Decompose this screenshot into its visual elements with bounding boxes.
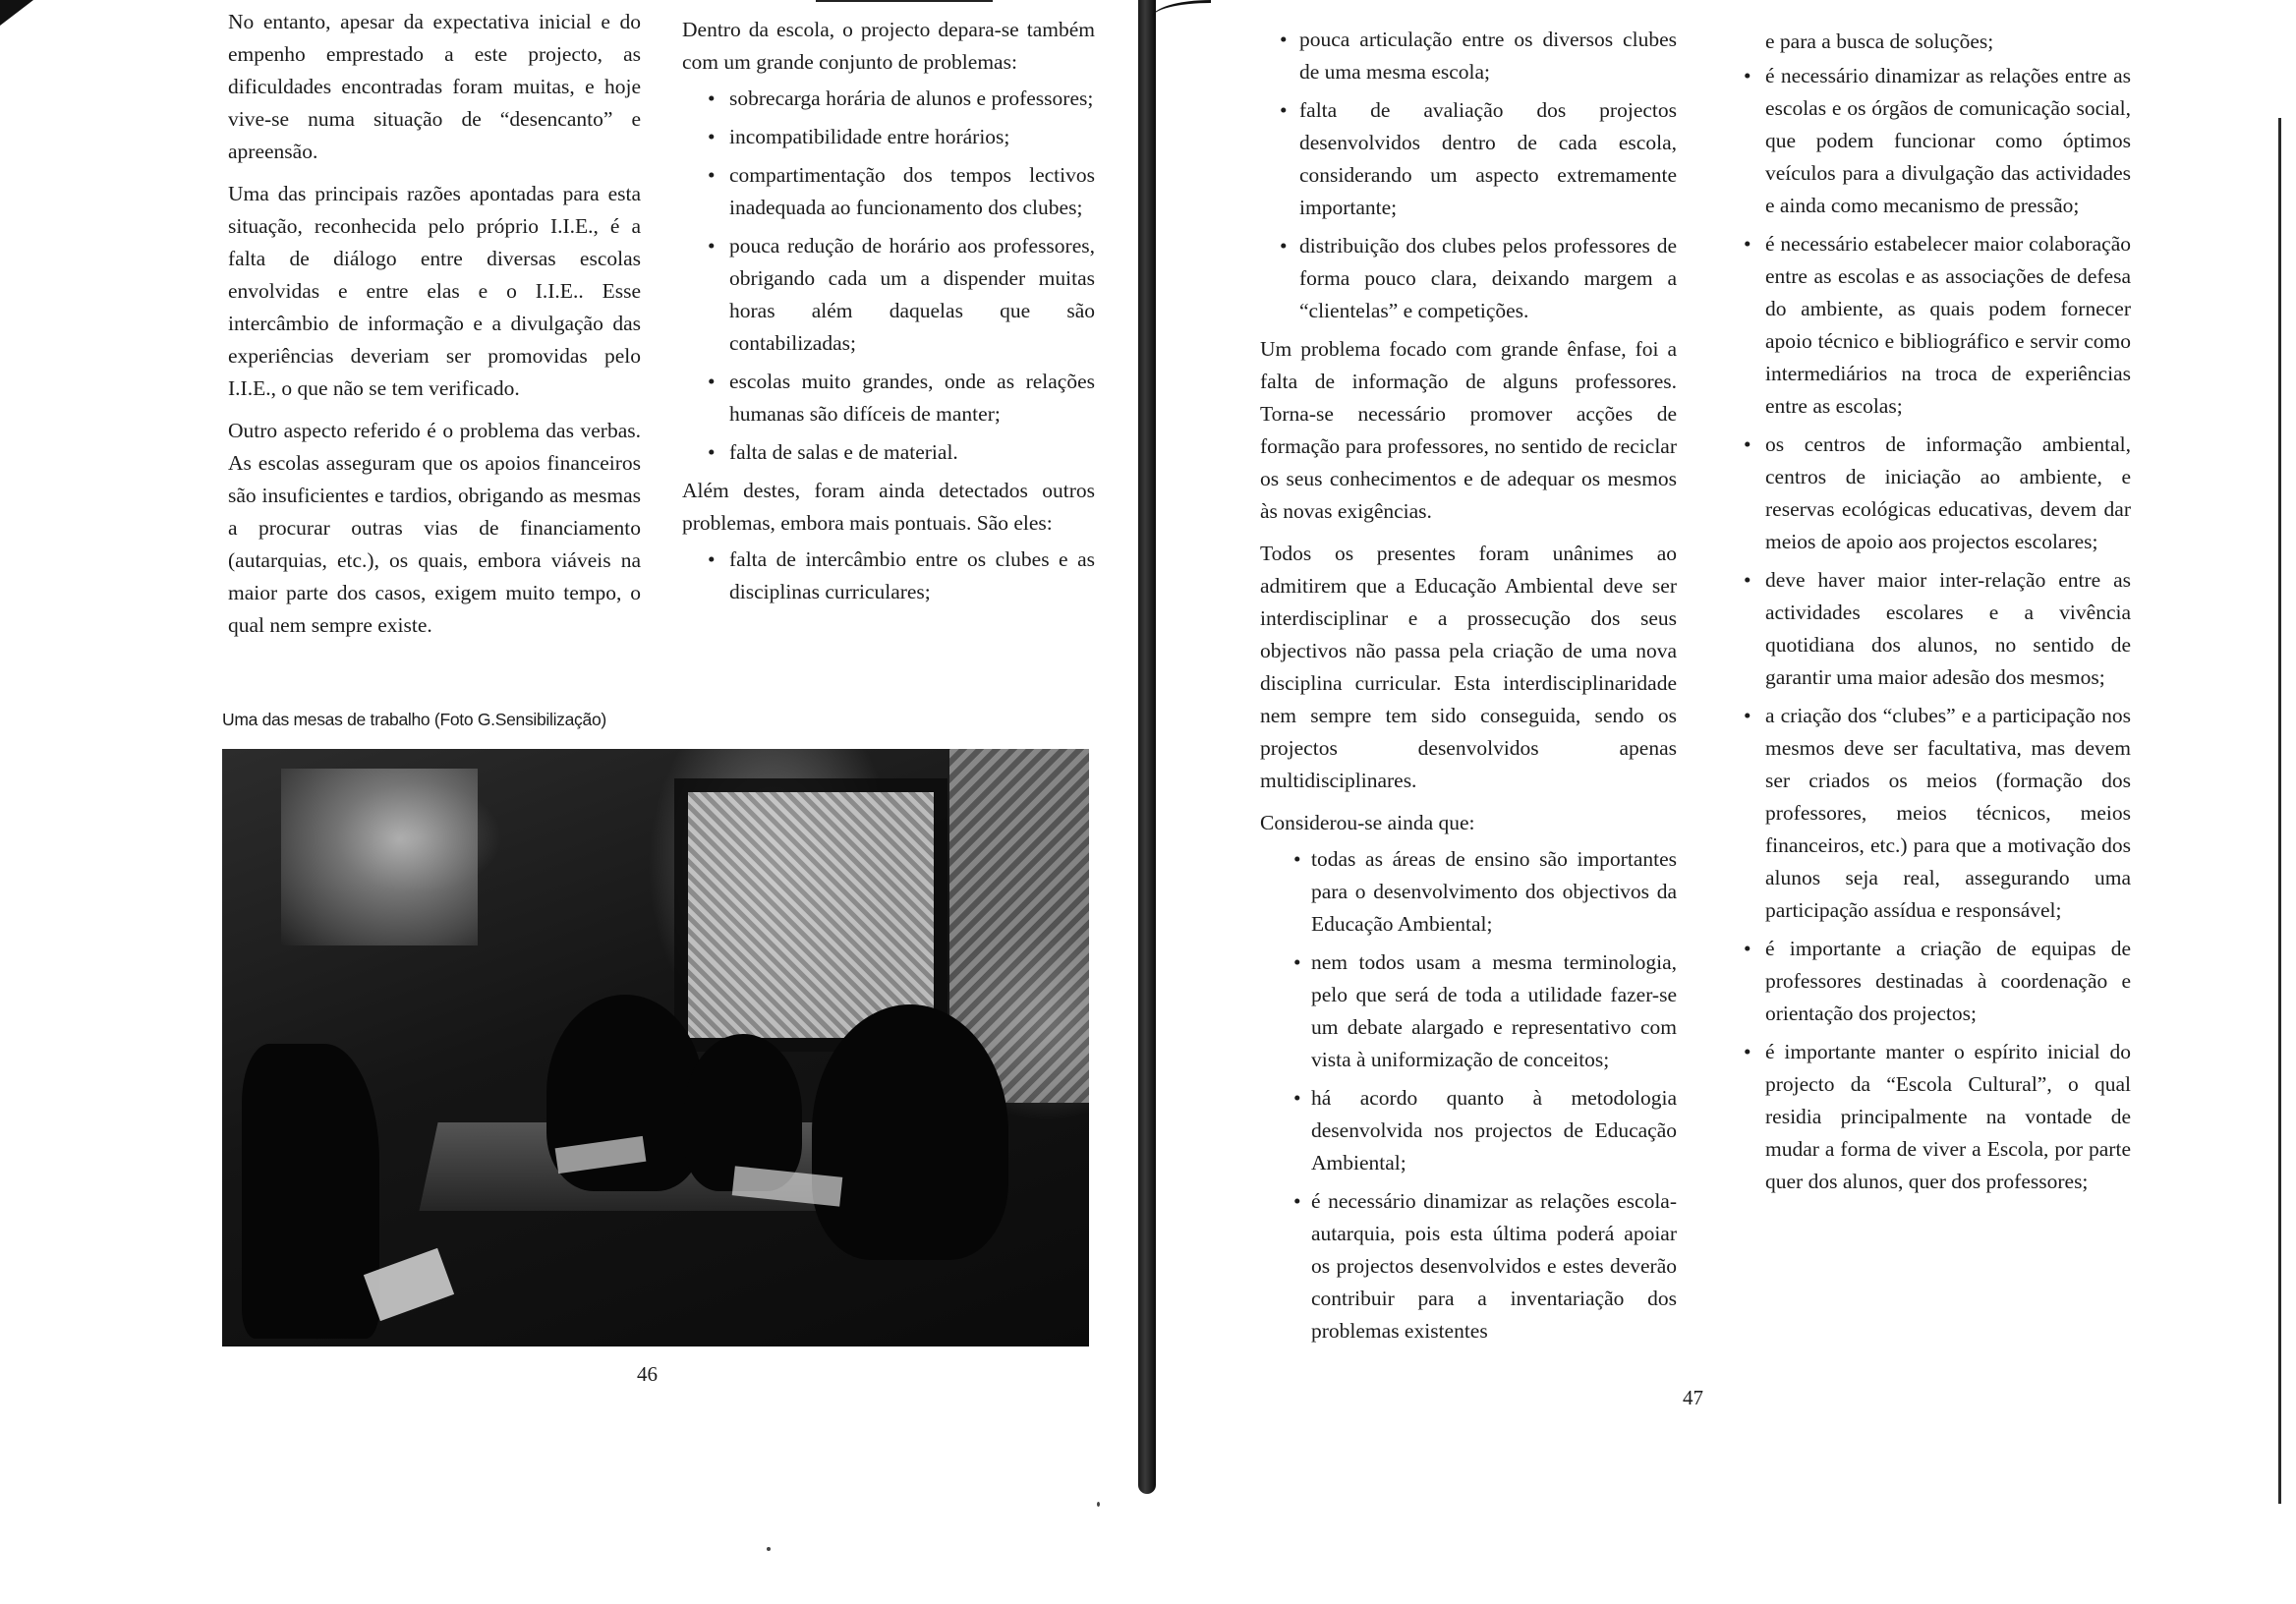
right-page-edge: [2278, 118, 2281, 1504]
page-curl: [1152, 0, 1211, 21]
list-item: • a criação dos “clubes” e a participação nos mesmos deve ser facultativa, mas devem ser criados os meios (formação dos professores, meios técnicos, meios financeiros, etc.) para que a motivação dos alunos seja real, assegurando uma participação assídua e responsável;: [1738, 700, 2131, 927]
list-item: • há acordo quanto à metodologia desenvolvida nos projectos de Educação Ambiental;: [1260, 1082, 1677, 1179]
list-item: • pouca articulação entre os diversos clubes de uma mesma escola;: [1260, 24, 1677, 88]
photo-meeting-table: [222, 749, 1089, 1346]
book-gutter: [1138, 0, 1156, 1494]
photo-caption: Uma das mesas de trabalho (Foto G.Sensibilização): [222, 710, 606, 729]
list-item: • é importante a criação de equipas de professores destinadas à coordenação e orientação dos projectos;: [1738, 933, 2131, 1030]
list-item: • é necessário dinamizar as relações entre as escolas e os órgãos de comunicação social, que podem funcionar como óptimos veículos para a divulgação das actividades e ainda como mecanismo de pressão;: [1738, 60, 2131, 222]
bullet-list: [1260, 843, 1677, 1347]
top-rule: [816, 0, 993, 2]
scan-speck: [1097, 1502, 1100, 1507]
bullet-list: [682, 83, 1095, 469]
bullet-list: [1260, 24, 1677, 327]
paragraph: e para a busca de soluções;: [1765, 29, 1994, 53]
list-item: • distribuição dos clubes pelos professores de forma pouco clara, deixando margem a “clientelas” e competições.: [1260, 230, 1677, 327]
list-item: • falta de salas e de material.: [682, 436, 1095, 469]
list-item: • nem todos usam a mesma terminologia, pelo que será de toda a utilidade fazer-se um debate alargado e representativo com vista à uniformização de conceitos;: [1260, 946, 1677, 1076]
bullet-list: [682, 544, 1095, 608]
list-item: • sobrecarga horária de alunos e professores;: [682, 83, 1095, 115]
bullet-list: [1738, 60, 2131, 1198]
list-item: • pouca redução de horário aos professores, obrigando cada um a dispender muitas horas além daquelas que são contabilizadas;: [682, 230, 1095, 360]
paragraph: Além destes, foram ainda detectados outros problemas, embora mais pontuais. São eles:: [682, 479, 1095, 535]
list-item: • falta de avaliação dos projectos desenvolvidos dentro de cada escola, considerando um aspecto extremamente importante;: [1260, 94, 1677, 224]
list-item: • é importante manter o espírito inicial do projecto da “Escola Cultural”, o qual residia principalmente na vontade de mudar a forma de viver a Escola, por parte quer dos alunos, quer dos professores;: [1738, 1036, 2131, 1198]
paragraph: No entanto, apesar da expectativa inicial e do empenho emprestado a este projecto, as dificuldades encontradas foram muitas, e hoje vive-se numa situação de “desencanto” e apreensão.: [228, 10, 641, 163]
left-page-column-2: [682, 14, 1095, 614]
scan-speck: [767, 1547, 771, 1551]
list-item: • compartimentação dos tempos lectivos inadequada ao funcionamento dos clubes;: [682, 159, 1095, 224]
list-item: • é necessário estabelecer maior colaboração entre as escolas e as associações de defesa do ambiente, as quais podem fornecer apoio técnico e bibliográfico e servir como intermediários na troca de experiências entre as escolas;: [1738, 228, 2131, 423]
page-number-right: 47: [1683, 1386, 1703, 1409]
list-item: • todas as áreas de ensino são importantes para o desenvolvimento dos objectivos da Educação Ambiental;: [1260, 843, 1677, 941]
list-item: • escolas muito grandes, onde as relações humanas são difíceis de manter;: [682, 366, 1095, 430]
list-item: • deve haver maior inter-relação entre as actividades escolares e a vivência quotidiana dos alunos, no sentido de garantir uma maior adesão dos mesmos;: [1738, 564, 2131, 694]
paragraph: Dentro da escola, o projecto depara-se também com um grande conjunto de problemas:: [682, 18, 1095, 74]
paragraph: Todos os presentes foram unânimes ao admitirem que a Educação Ambiental deve ser interdisciplinar e a prossecução dos seus objectivos não passa pela criação de uma nova disciplina curricular. Esta interdisciplinaridade nem sempre tem sido conseguida, sendo os projectos desenvolvidos apenas multidisciplinares.: [1260, 542, 1677, 792]
list-item: • os centros de informação ambiental, centros de iniciação ao ambiente, e reservas ecológicas educativas, devem dar meios de apoio aos projectos escolares;: [1738, 429, 2131, 558]
photo-person: [812, 1004, 1008, 1260]
paragraph: Um problema focado com grande ênfase, foi a falta de informação de alguns professores. Torna-se necessário promover acções de formação para professores, no sentido de reciclar os seus conhecimentos e de adequar os mesmos às novas exigências.: [1260, 337, 1677, 523]
scan-corner-mark: [0, 0, 33, 26]
right-page-column-1: [1260, 24, 1677, 1353]
list-item: • é necessário dinamizar as relações escola-autarquia, pois esta última poderá apoiar os projectos desenvolvidos e estes deverão contribuir para a inventariação dos problemas existentes: [1260, 1185, 1677, 1347]
page-number-left: 46: [637, 1362, 658, 1386]
right-page-column-2: [1738, 26, 2131, 1204]
list-item: • incompatibilidade entre horários;: [682, 121, 1095, 153]
left-page-column-1: [228, 6, 641, 652]
paragraph: Considerou-se ainda que:: [1260, 811, 1475, 834]
paragraph: Uma das principais razões apontadas para esta situação, reconhecida pelo próprio I.I.E., é a falta de diálogo entre diversas escolas envolvidas e entre elas e o I.I.E.. Esse intercâmbio de informação e a divulgação das experiências deveriam ser promovidas pelo I.I.E., o que não se tem verificado.: [228, 182, 641, 400]
photo-person: [242, 1044, 379, 1339]
paragraph: Outro aspecto referido é o problema das verbas. As escolas asseguram que os apoios financeiros são insuficientes e tardios, obrigando as mesmas a procurar outras vias de financiamento (autarquias, etc.), os quais, embora viáveis na maior parte dos casos, exigem muito tempo, o qual nem sempre existe.: [228, 419, 641, 637]
list-item: • falta de intercâmbio entre os clubes e as disciplinas curriculares;: [682, 544, 1095, 608]
photo-wall-highlight: [281, 769, 478, 945]
